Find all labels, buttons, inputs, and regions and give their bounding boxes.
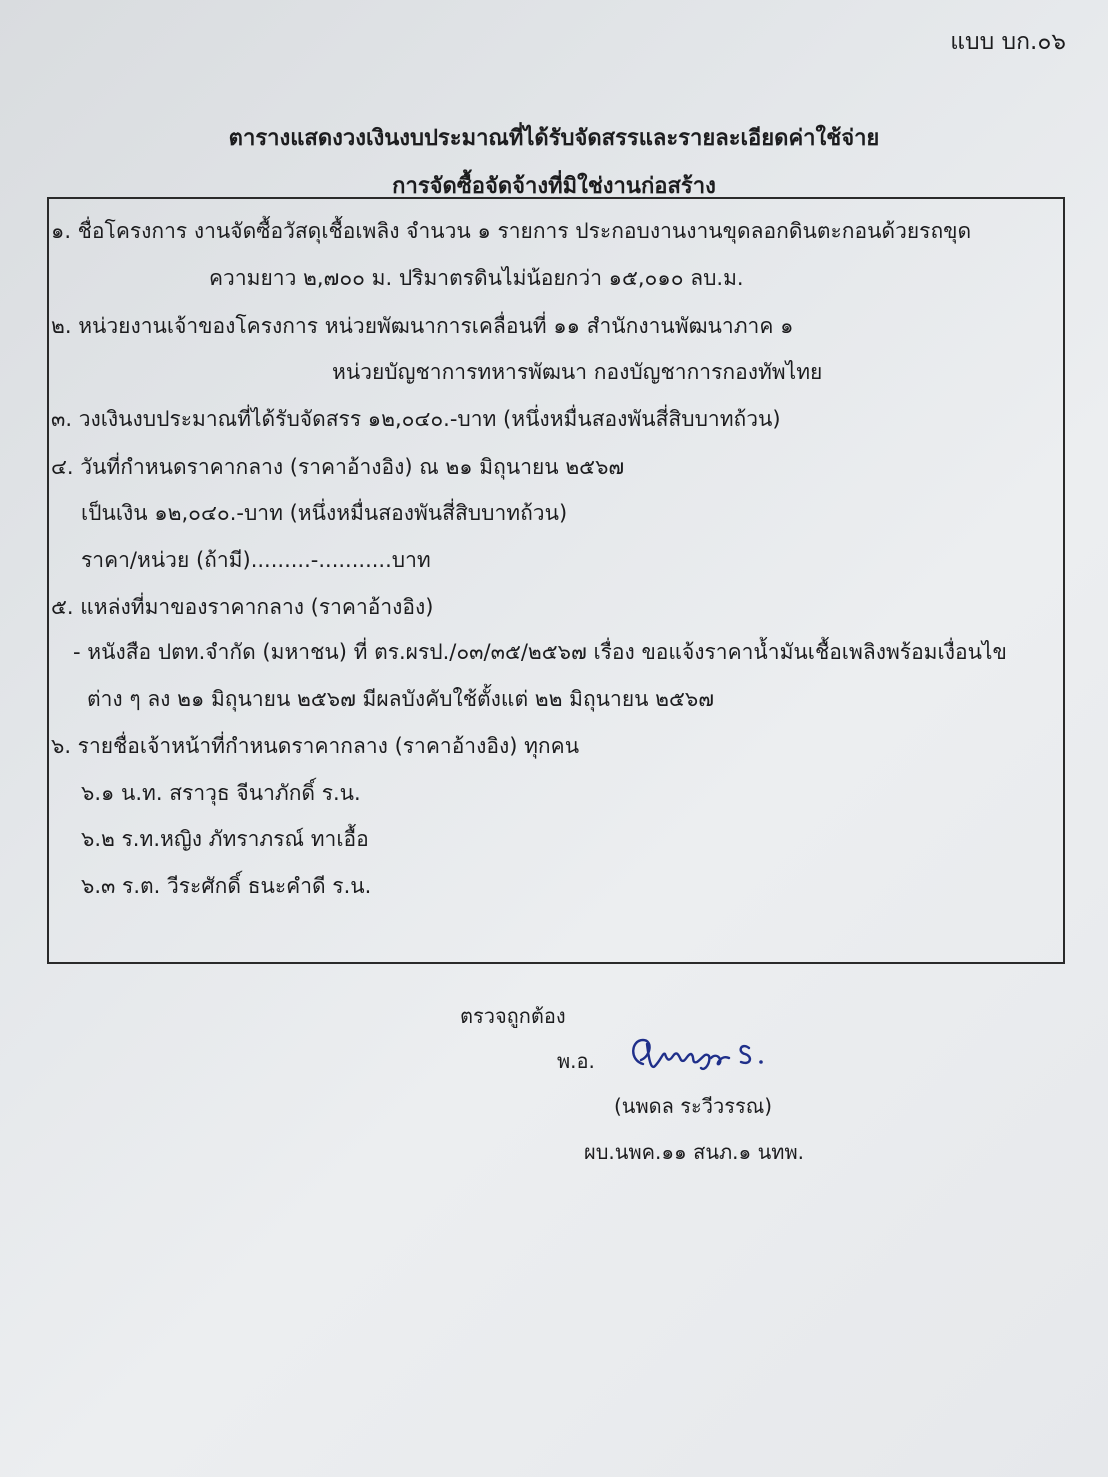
item-6-officer-2: ๖.๒ ร.ท.หญิง ภัทราภรณ์ ทาเอื้อ: [81, 827, 369, 851]
item-6-officer-1: ๖.๑ น.ท. สราวุธ จีนาภักดิ์ ร.น.: [81, 781, 361, 805]
item-5-source: ๕. แหล่งที่มาของราคากลาง (ราคาอ้างอิง): [51, 595, 434, 619]
document-title: ตารางแสดงวงเงินงบประมาณที่ได้รับจัดสรรและรายละเอียดค่าใช้จ่าย: [228, 126, 880, 151]
signer-position: ผบ.นพค.๑๑ สนภ.๑ นทพ.: [584, 1140, 804, 1164]
item-6-officer-3: ๖.๓ ร.ต. วีระศักดิ์ ธนะคำดี ร.น.: [81, 874, 372, 898]
item-3-budget: ๓. วงเงินงบประมาณที่ได้รับจัดสรร ๑๒,๐๔๐.-บาท (หนึ่งหมื่นสองพันสี่สิบบาทถ้วน): [51, 407, 781, 431]
item-4-reference-date: ๔. วันที่กำหนดราคากลาง (ราคาอ้างอิง) ณ ๒๑ มิถุนายน ๒๕๖๗: [51, 455, 625, 479]
item-1-project-name: ๑. ชื่อโครงการ งานจัดซื้อวัสดุเชื้อเพลิง จำนวน ๑ รายการ ประกอบงานงานขุดลอกดินตะกอนด้วยรถขุด: [51, 219, 972, 243]
item-6-officers: ๖. รายชื่อเจ้าหน้าที่กำหนดราคากลาง (ราคาอ้างอิง) ทุกคน: [51, 734, 580, 758]
details-box: [47, 197, 1065, 964]
item-4-unit-price: ราคา/หน่วย (ถ้ามี).........-...........บาท: [81, 548, 431, 572]
item-1-project-detail: ความยาว ๒,๗๐๐ ม. ปริมาตรดินไม่น้อยกว่า ๑๕,๐๑๐ ลบ.ม.: [209, 266, 744, 290]
item-5-letter: - หนังสือ ปตท.จำกัด (มหาชน) ที่ ตร.ผรป./๐๓/๓๕/๒๕๖๗ เรื่อง ขอแจ้งราคาน้ำมันเชื้อเพลิงพร้อมเงื่อนไข: [73, 640, 1007, 664]
signer-rank: พ.อ.: [557, 1049, 595, 1073]
form-code: แบบ บก.๐๖: [950, 29, 1066, 55]
handwritten-signature: [625, 1030, 775, 1080]
item-5-letter-date: ต่าง ๆ ลง ๒๑ มิถุนายน ๒๕๖๗ มีผลบังคับใช้ตั้งแต่ ๒๒ มิถุนายน ๒๕๖๗: [87, 687, 715, 711]
item-2-owner-parent: หน่วยบัญชาการทหารพัฒนา กองบัญชาการกองทัพไทย: [332, 360, 823, 384]
verification-label: ตรวจถูกต้อง: [460, 1004, 566, 1028]
item-4-amount: เป็นเงิน ๑๒,๐๔๐.-บาท (หนึ่งหมื่นสองพันสี่สิบบาทถ้วน): [81, 501, 568, 525]
signer-name: (นพดล ระวีวรรณ): [614, 1094, 773, 1118]
item-2-owner-unit: ๒. หน่วยงานเจ้าของโครงการ หน่วยพัฒนาการเคลื่อนที่ ๑๑ สำนักงานพัฒนาภาค ๑: [51, 314, 794, 338]
document-subtitle: การจัดซื้อจัดจ้างที่มิใช่งานก่อสร้าง: [392, 174, 716, 199]
